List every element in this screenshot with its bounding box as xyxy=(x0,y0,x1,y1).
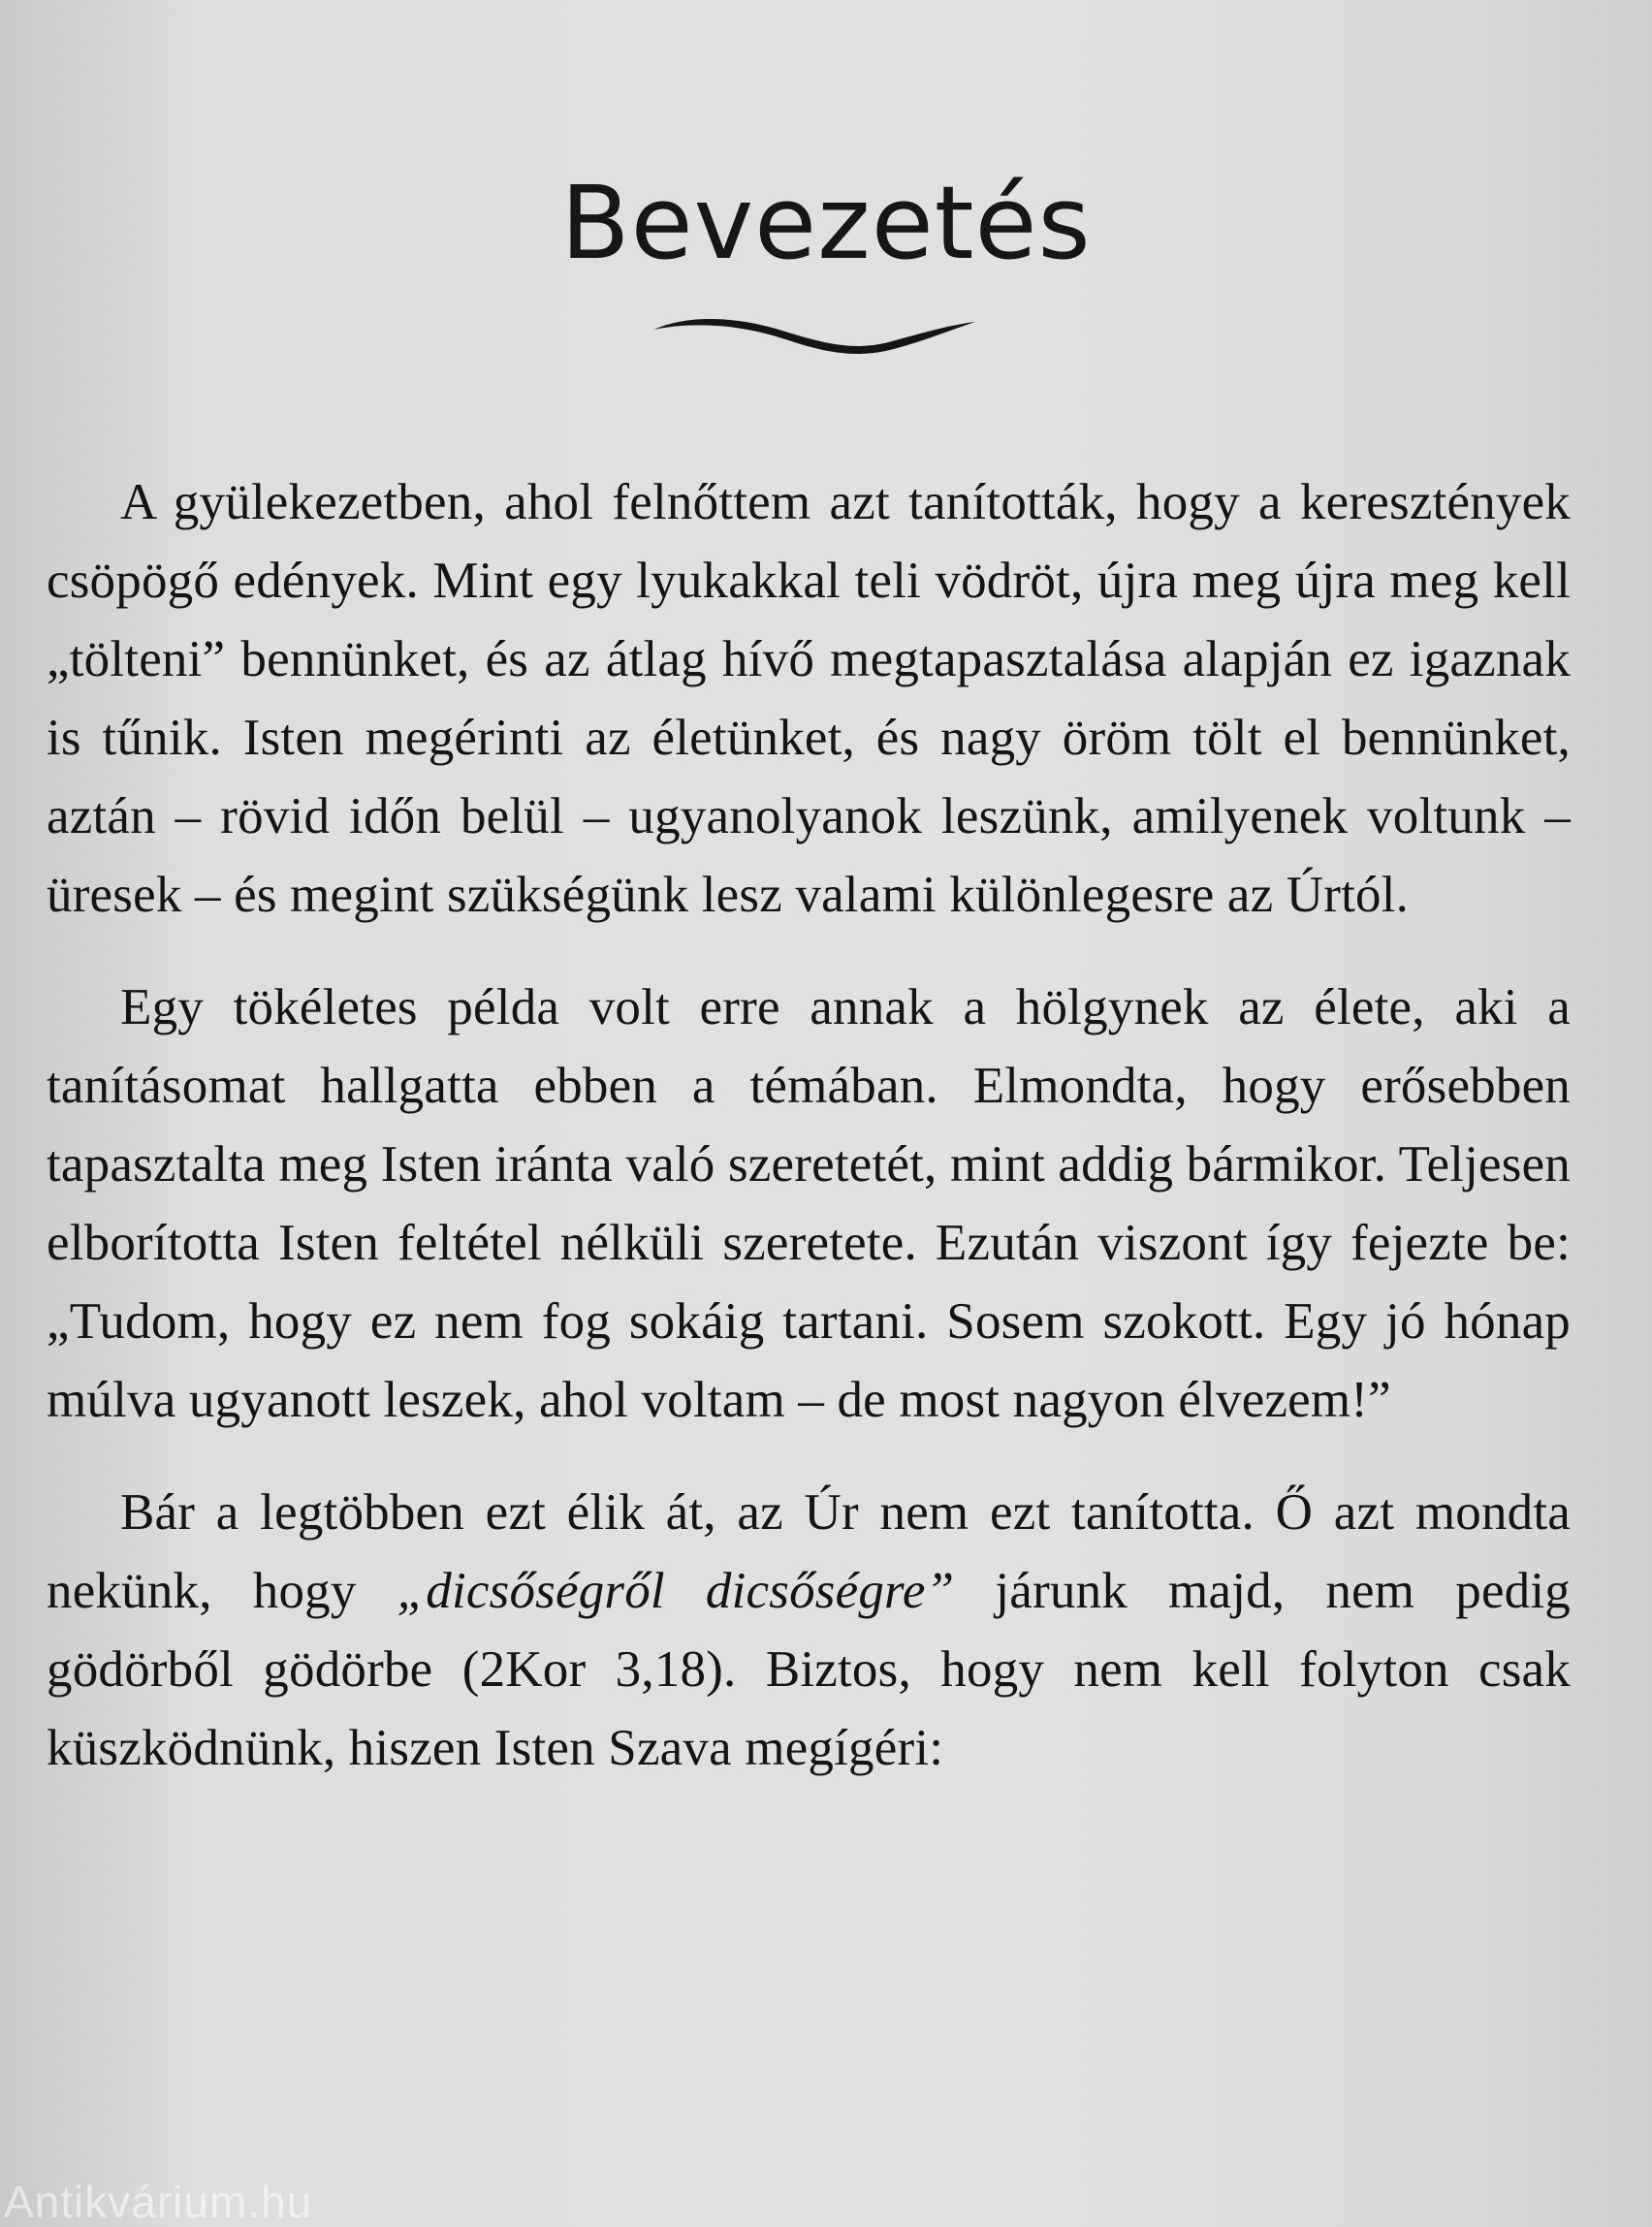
title-ornament-swash xyxy=(650,312,979,361)
chapter-title: Bevezetés xyxy=(560,164,1092,282)
paragraph-3-end: járunk majd, nem pedig gödörből gödörbe (2Kor 3,18). Biztos, hogy nem kell folyton csak küszködnünk, hiszen Isten Szava megígéri: xyxy=(47,1563,1571,1776)
paragraph-2: Egy tökéletes példa volt erre annak a hölgynek az élete, aki a tanításomat hallgatta ebben a témában. Elmondta, hogy erősebben tapasztalta meg Isten iránta való szeretetét, mint addig bármikor. Teljesen elborította Isten feltétel nélküli szeretete. Ezután viszont így fejezte be: „Tudom, hogy ez nem fog sokáig tartani. Sosem szokott. Egy jó hónap múlva ugyanott leszek, ahol voltam – de most nagyon élvezem!” xyxy=(47,979,1571,1428)
body-text xyxy=(47,463,1571,1822)
watermark-text: Antikvárium.hu xyxy=(4,2177,313,2227)
paragraph-3 xyxy=(47,1474,1571,1788)
paragraph-3-italic-quote: „dicsőségről dicsőségre” xyxy=(397,1563,955,1619)
paragraph-1: A gyülekezetben, ahol felnőttem azt tanították, hogy a keresztények csöpögő edények. Mint egy lyukakkal teli vödröt, újra meg újra meg kell „tölteni” bennünket, és az átlag hívő megtapasztalása alapján ez igaznak is tűnik. Isten megérinti az életünket, és nagy öröm tölt el bennünket, aztán – rövid időn belül – ugyanolyanok leszünk, amilyenek voltunk – üresek – és megint szükségünk lesz valami különlegesre az Úrtól. xyxy=(47,474,1571,923)
paragraph-3-start: Bár a legtöbben ezt élik át, az Úr nem ezt tanította. Ő azt mondta nekünk, hogy xyxy=(47,1484,1571,1619)
